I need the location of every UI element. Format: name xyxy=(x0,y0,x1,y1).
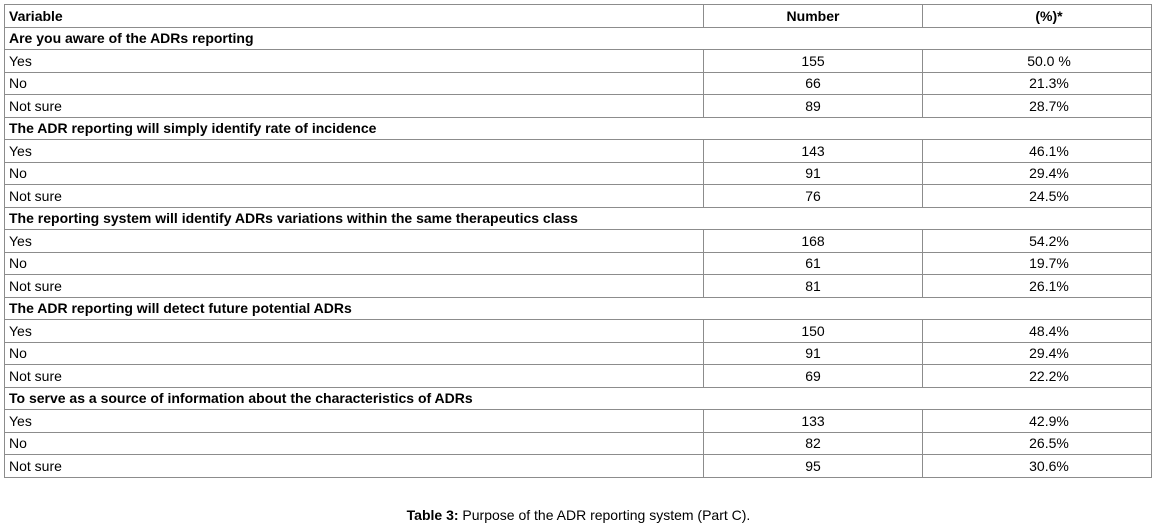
table-row xyxy=(5,230,1152,253)
row-number: 61 xyxy=(704,252,923,275)
header-variable: Variable xyxy=(5,5,704,28)
row-label: Yes xyxy=(5,50,704,73)
row-number: 66 xyxy=(704,72,923,95)
row-percent: 48.4% xyxy=(923,320,1152,343)
table-body xyxy=(5,5,1152,478)
table-row xyxy=(5,252,1152,275)
table-row xyxy=(5,72,1152,95)
table-row xyxy=(5,275,1152,298)
row-label: No xyxy=(5,342,704,365)
row-label: Not sure xyxy=(5,455,704,478)
section-row xyxy=(5,387,1152,410)
row-label: Not sure xyxy=(5,365,704,388)
row-label: No xyxy=(5,432,704,455)
row-number: 82 xyxy=(704,432,923,455)
row-number: 133 xyxy=(704,410,923,433)
data-table xyxy=(4,4,1152,478)
row-number: 69 xyxy=(704,365,923,388)
row-percent: 42.9% xyxy=(923,410,1152,433)
row-percent: 54.2% xyxy=(923,230,1152,253)
table-row xyxy=(5,342,1152,365)
caption-text: Purpose of the ADR reporting system (Part C). xyxy=(458,507,751,523)
row-percent: 46.1% xyxy=(923,140,1152,163)
row-number: 143 xyxy=(704,140,923,163)
caption-label: Table 3: xyxy=(406,507,459,523)
table-row xyxy=(5,410,1152,433)
row-percent: 19.7% xyxy=(923,252,1152,275)
row-number: 168 xyxy=(704,230,923,253)
row-percent: 26.1% xyxy=(923,275,1152,298)
section-title: The ADR reporting will simply identify rate of incidence xyxy=(5,117,1152,140)
row-number: 81 xyxy=(704,275,923,298)
row-number: 150 xyxy=(704,320,923,343)
row-percent: 28.7% xyxy=(923,95,1152,118)
table-row xyxy=(5,365,1152,388)
section-row xyxy=(5,207,1152,230)
row-label: Not sure xyxy=(5,275,704,298)
table-row xyxy=(5,95,1152,118)
section-title: The reporting system will identify ADRs variations within the same therapeutics class xyxy=(5,207,1152,230)
header-percent: (%)* xyxy=(923,5,1152,28)
row-percent: 22.2% xyxy=(923,365,1152,388)
header-row xyxy=(5,5,1152,28)
row-number: 95 xyxy=(704,455,923,478)
section-title: To serve as a source of information about the characteristics of ADRs xyxy=(5,387,1152,410)
table-row xyxy=(5,320,1152,343)
table-row xyxy=(5,140,1152,163)
section-title: Are you aware of the ADRs reporting xyxy=(5,27,1152,50)
section-row xyxy=(5,117,1152,140)
row-label: Yes xyxy=(5,140,704,163)
section-row xyxy=(5,297,1152,320)
table-row xyxy=(5,50,1152,73)
row-percent: 50.0 % xyxy=(923,50,1152,73)
row-number: 155 xyxy=(704,50,923,73)
row-percent: 29.4% xyxy=(923,342,1152,365)
row-label: Not sure xyxy=(5,95,704,118)
row-percent: 21.3% xyxy=(923,72,1152,95)
row-label: Yes xyxy=(5,410,704,433)
table-row xyxy=(5,455,1152,478)
row-percent: 29.4% xyxy=(923,162,1152,185)
table-row xyxy=(5,185,1152,208)
section-title: The ADR reporting will detect future potential ADRs xyxy=(5,297,1152,320)
row-number: 76 xyxy=(704,185,923,208)
row-label: Yes xyxy=(5,230,704,253)
section-row xyxy=(5,27,1152,50)
row-label: No xyxy=(5,72,704,95)
header-number: Number xyxy=(704,5,923,28)
row-label: No xyxy=(5,162,704,185)
row-percent: 26.5% xyxy=(923,432,1152,455)
row-number: 91 xyxy=(704,342,923,365)
row-number: 89 xyxy=(704,95,923,118)
row-label: No xyxy=(5,252,704,275)
table-row xyxy=(5,432,1152,455)
row-label: Yes xyxy=(5,320,704,343)
row-percent: 24.5% xyxy=(923,185,1152,208)
row-label: Not sure xyxy=(5,185,704,208)
row-percent: 30.6% xyxy=(923,455,1152,478)
table-caption xyxy=(0,507,1157,523)
row-number: 91 xyxy=(704,162,923,185)
table-row xyxy=(5,162,1152,185)
